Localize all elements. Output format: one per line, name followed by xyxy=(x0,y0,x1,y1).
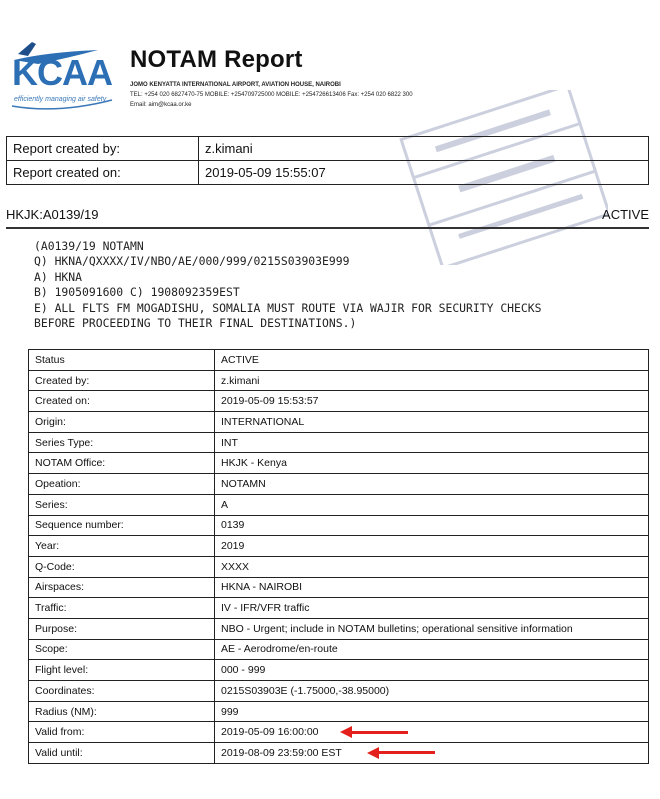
field-label: Year: xyxy=(29,536,215,557)
table-row xyxy=(7,137,649,161)
field-label: Created by: xyxy=(29,370,215,391)
table-row xyxy=(29,701,649,722)
field-value: INTERNATIONAL xyxy=(215,412,649,433)
report-title: NOTAM Report xyxy=(130,46,303,73)
table-row xyxy=(29,639,649,660)
notam-line: A) HKNA xyxy=(34,269,83,284)
notam-line: BEFORE PROCEEDING TO THEIR FINAL DESTINATIONS.) xyxy=(34,316,357,331)
table-row xyxy=(29,598,649,619)
field-value: ACTIVE xyxy=(215,350,649,371)
field-value: 0215S03903E (-1.75000,-38.95000) xyxy=(215,681,649,702)
field-value: HKNA - NAIROBI xyxy=(215,577,649,598)
field-label: Series Type: xyxy=(29,432,215,453)
notam-text xyxy=(34,239,541,331)
field-value: INT xyxy=(215,432,649,453)
field-value: IV - IFR/VFR traffic xyxy=(215,598,649,619)
field-label: Flight level: xyxy=(29,660,215,681)
field-label: Radius (NM): xyxy=(29,701,215,722)
created-by-value: z.kimani xyxy=(199,137,649,161)
table-row xyxy=(29,453,649,474)
table-row xyxy=(29,536,649,557)
field-value: A xyxy=(215,494,649,515)
table-row xyxy=(29,577,649,598)
field-label: Scope: xyxy=(29,639,215,660)
table-row xyxy=(29,391,649,412)
notam-id: HKJK:A0139/19 xyxy=(6,207,99,222)
field-value: 999 xyxy=(215,701,649,722)
notam-line: Q) HKNA/QXXXX/IV/NBO/AE/000/999/0215S03903E999 xyxy=(34,254,350,269)
field-value: XXXX xyxy=(215,556,649,577)
table-row xyxy=(29,494,649,515)
notam-line: E) ALL FLTS FM MOGADISHU, SOMALIA MUST ROUTE VIA WAJIR FOR SECURITY CHECKS xyxy=(34,300,542,315)
field-value: 2019-05-09 15:53:57 xyxy=(215,391,649,412)
field-label: Status xyxy=(29,350,215,371)
table-row xyxy=(29,681,649,702)
table-row xyxy=(29,432,649,453)
field-label: Airspaces: xyxy=(29,577,215,598)
red-arrow-icon xyxy=(367,749,435,757)
notam-line: B) 1905091600 C) 1908092359EST xyxy=(34,285,240,300)
field-label: Sequence number: xyxy=(29,515,215,536)
table-row xyxy=(29,370,649,391)
divider xyxy=(6,227,649,229)
field-value: AE - Aerodrome/en-route xyxy=(215,639,649,660)
created-on-value: 2019-05-09 15:55:07 xyxy=(199,161,649,185)
valid-until-cell xyxy=(215,743,649,764)
table-row xyxy=(29,660,649,681)
field-label: Coordinates: xyxy=(29,681,215,702)
red-arrow-icon xyxy=(340,728,408,736)
table-row xyxy=(7,161,649,185)
field-value: 2019-08-09 23:59:00 EST xyxy=(221,746,342,759)
field-label: Created on: xyxy=(29,391,215,412)
contact-line: TEL: +254 020 6827470-75 MOBILE: +254709725000 MOBILE: +254726613406 Fax: +254 020 6822 300 xyxy=(130,92,413,98)
notam-line: (A0139/19 NOTAMN xyxy=(34,239,144,253)
field-label: Purpose: xyxy=(29,618,215,639)
field-label: Traffic: xyxy=(29,598,215,619)
address-line: JOMO KENYATTA INTERNATIONAL AIRPORT, AVIATION HOUSE, NAIROBI xyxy=(130,82,341,88)
field-value: 2019-05-09 16:00:00 xyxy=(221,726,319,739)
field-label: Opeation: xyxy=(29,474,215,495)
field-value: 000 - 999 xyxy=(215,660,649,681)
table-row xyxy=(29,350,649,371)
created-by-label: Report created by: xyxy=(7,137,199,161)
field-label: Q-Code: xyxy=(29,556,215,577)
field-value: z.kimani xyxy=(215,370,649,391)
notam-status: ACTIVE xyxy=(602,207,649,222)
field-label: Valid from: xyxy=(29,722,215,743)
field-value: 2019 xyxy=(215,536,649,557)
field-label: NOTAM Office: xyxy=(29,453,215,474)
field-label: Valid until: xyxy=(29,743,215,764)
notam-details-table xyxy=(28,349,649,764)
created-on-label: Report created on: xyxy=(7,161,199,185)
field-value: HKJK - Kenya xyxy=(215,453,649,474)
field-label: Series: xyxy=(29,494,215,515)
email-line: Email: aim@kcaa.or.ke xyxy=(130,102,192,108)
table-row xyxy=(29,515,649,536)
table-row xyxy=(29,412,649,433)
table-row xyxy=(29,474,649,495)
field-label: Origin: xyxy=(29,412,215,433)
valid-from-cell xyxy=(215,722,649,743)
table-row xyxy=(29,618,649,639)
table-row xyxy=(29,556,649,577)
field-value: NOTAMN xyxy=(215,474,649,495)
field-value: 0139 xyxy=(215,515,649,536)
field-value: NBO - Urgent; include in NOTAM bulletins; operational sensitive information xyxy=(215,618,649,639)
table-row xyxy=(29,743,649,764)
table-row xyxy=(29,722,649,743)
report-info-table xyxy=(6,136,649,185)
logo-text: KCAA xyxy=(12,52,112,93)
logo-tagline: efficiently managing air safety xyxy=(14,96,107,103)
